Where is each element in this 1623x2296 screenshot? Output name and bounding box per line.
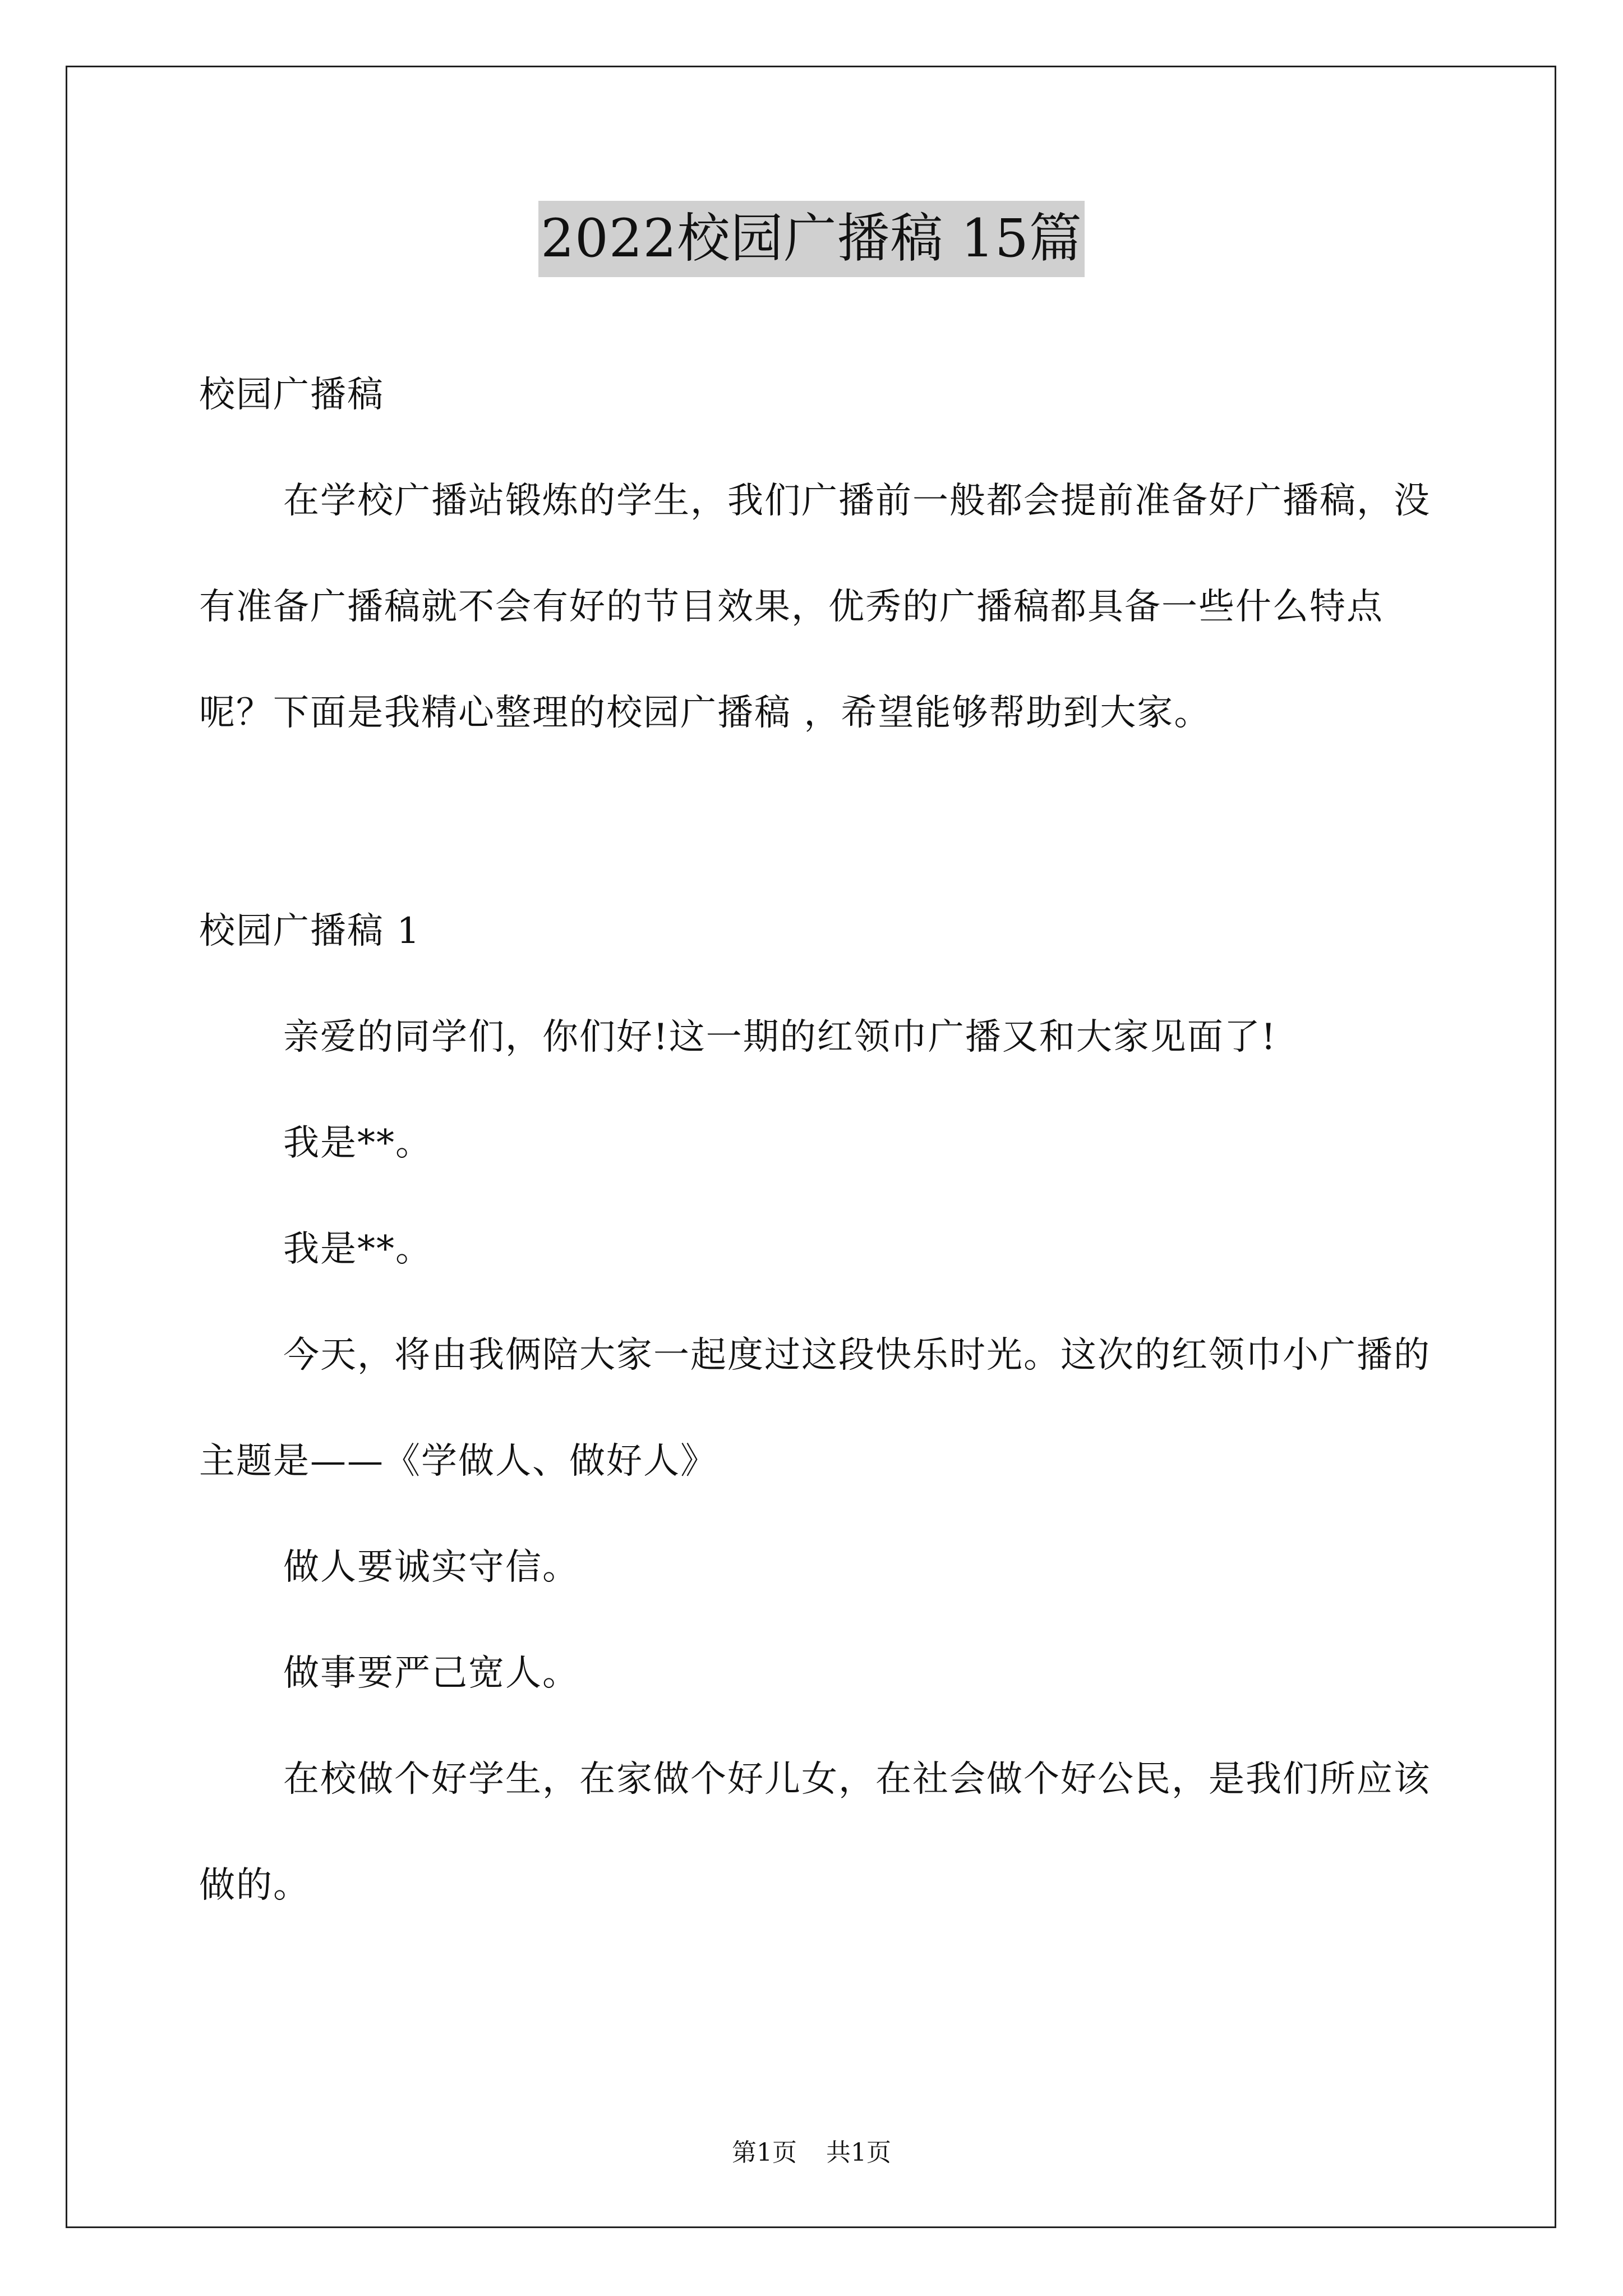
document-title: 2022校园广播稿 15篇 [538, 201, 1085, 277]
body-paragraph: 我是**。 [283, 1228, 432, 1270]
body-paragraph: 亲爱的同学们，你们好!这一期的红领巾广播又和大家见面了! [283, 1016, 1277, 1058]
body-paragraph: 我是**。 [283, 1122, 432, 1164]
page-footer [0, 2136, 1623, 2170]
page-count: 共1页 [826, 2138, 891, 2167]
body-paragraph: 在校做个好学生，在家做个好儿女，在社会做个好公民，是我们所应该做的。 [199, 1759, 1431, 1906]
body-paragraph: 做事要严己宽人。 [283, 1653, 579, 1694]
section-heading: 校园广播稿 1 [199, 910, 421, 952]
document-body [199, 342, 1433, 1939]
document-title-container [0, 201, 1623, 277]
page-number: 第1页 [732, 2138, 797, 2167]
body-paragraph: 做人要诚实守信。 [283, 1547, 579, 1588]
body-paragraph: 今天，将由我俩陪大家一起度过这段快乐时光。这次的红领巾小广播的主题是——《学做人、做好人》 [199, 1335, 1431, 1482]
intro-paragraph: 在学校广播站锻炼的学生，我们广播前一般都会提前准备好广播稿，没有准备广播稿就不会有好的节目效果，优秀的广播稿都具备一些什么特点呢？下面是我精心整理的校园广播稿 ，希望能够帮助到大家。 [199, 480, 1431, 734]
intro-heading: 校园广播稿 [199, 374, 384, 416]
